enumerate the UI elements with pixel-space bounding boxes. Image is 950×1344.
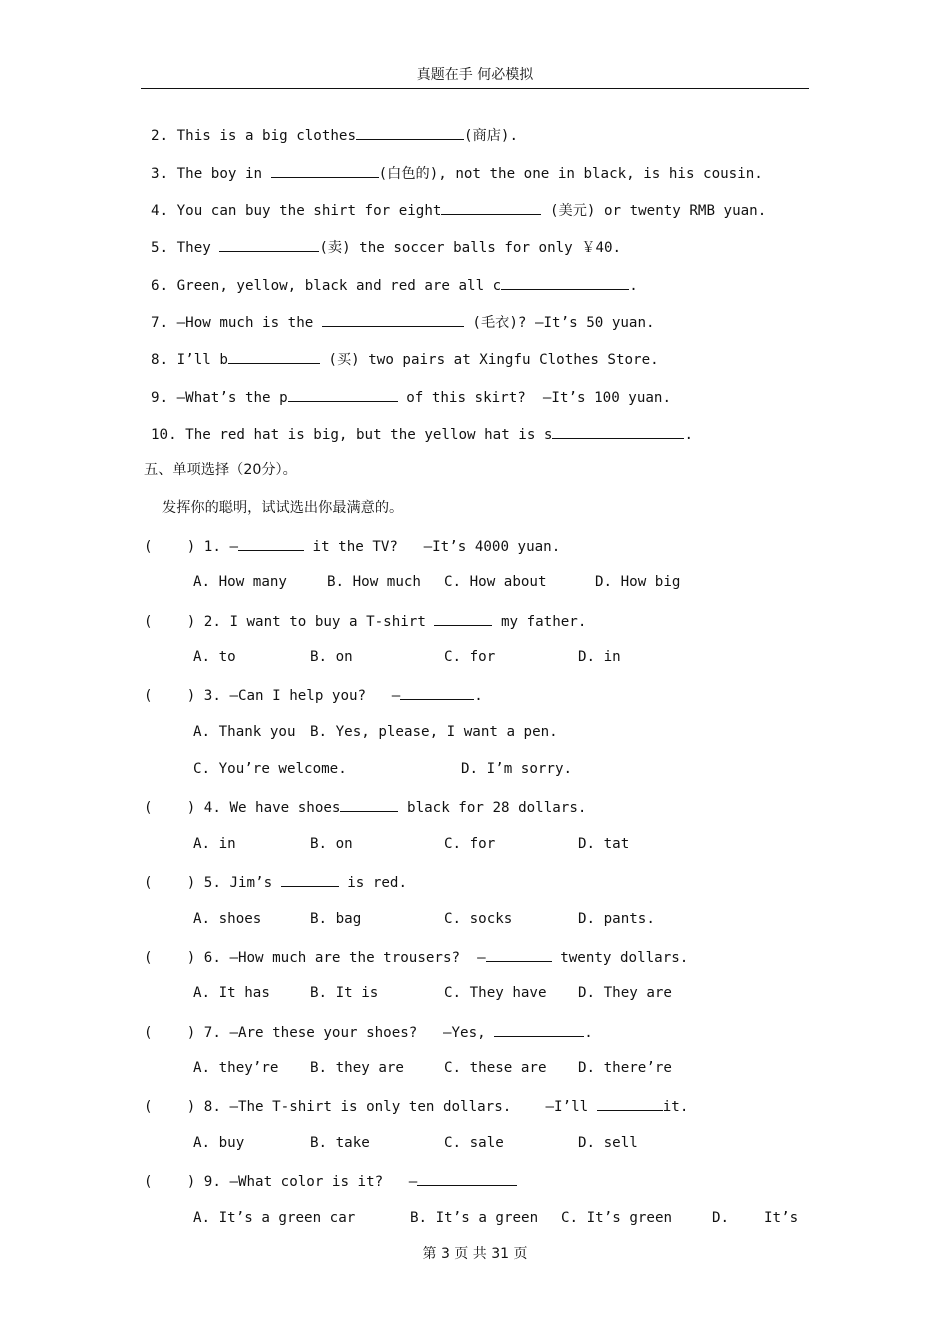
option-b[interactable]: B. Yes, please, I want a pen.: [310, 724, 558, 740]
question-number: 9.: [203, 1174, 221, 1190]
item-number: 8.: [151, 352, 169, 368]
question-text: it.: [662, 1099, 689, 1115]
item-number: 6.: [151, 278, 169, 294]
answer-blank: [400, 685, 474, 700]
option-b[interactable]: B. bag: [310, 911, 362, 927]
answer-blank: [434, 611, 492, 626]
question-text: black for 28 dollars.: [398, 800, 587, 816]
question-text: my father.: [492, 614, 587, 630]
item-text: —How much is the: [176, 315, 322, 331]
answer-blank: [238, 536, 304, 551]
question-4: [144, 797, 586, 817]
option-d[interactable]: D. tat: [578, 836, 630, 852]
fill-item-6: [151, 275, 638, 295]
item-text: The red hat is big, but the yellow hat is s: [185, 427, 553, 443]
fill-item-7: [151, 312, 655, 332]
option-a[interactable]: A. to: [193, 649, 236, 665]
option-c[interactable]: C. these are: [444, 1060, 547, 1076]
answer-blank: [340, 797, 398, 812]
question-text: I want to buy a T-shirt: [229, 614, 435, 630]
option-d-text: It’s: [764, 1210, 799, 1226]
item-text: (商店).: [464, 128, 519, 144]
option-d[interactable]: D. They are: [578, 985, 672, 1001]
answer-bracket[interactable]: ( ): [144, 614, 196, 630]
option-d[interactable]: D. there’re: [578, 1060, 672, 1076]
question-number: 2.: [203, 614, 221, 630]
answer-blank[interactable]: [228, 349, 320, 364]
question-3: [144, 685, 483, 705]
question-9: [144, 1171, 517, 1191]
item-number: 7.: [151, 315, 169, 331]
item-number: 2.: [151, 128, 169, 144]
answer-blank: [281, 872, 339, 887]
question-text: twenty dollars.: [551, 950, 689, 966]
answer-blank[interactable]: [552, 424, 684, 439]
question-number: 1.: [203, 539, 221, 555]
answer-blank[interactable]: [322, 312, 464, 327]
page-footer: 第 3 页 共 31 页: [422, 1246, 528, 1262]
question-text: We have shoes: [229, 800, 341, 816]
option-a[interactable]: A. It has: [193, 985, 270, 1001]
question-text: Jim’s: [229, 875, 281, 891]
question-number: 4.: [203, 800, 221, 816]
answer-bracket[interactable]: ( ): [144, 875, 196, 891]
fill-item-5: [151, 237, 621, 257]
question-text: —Can I help you? —: [229, 688, 401, 704]
question-text: —Are these your shoes? —Yes,: [229, 1025, 495, 1041]
answer-bracket[interactable]: ( ): [144, 950, 196, 966]
question-number: 5.: [203, 875, 221, 891]
question-text: —What color is it? —: [229, 1174, 418, 1190]
section-intro: 发挥你的聪明，试试选出你最满意的。: [162, 500, 404, 516]
item-text: of this skirt? —It’s 100 yuan.: [397, 390, 672, 406]
answer-bracket[interactable]: ( ): [144, 688, 196, 704]
item-text: (买) two pairs at Xingfu Clothes Store.: [319, 352, 659, 368]
item-text: (美元) or twenty RMB yuan.: [541, 203, 767, 219]
question-text: —: [229, 539, 238, 555]
answer-blank[interactable]: [271, 163, 379, 178]
item-text: You can buy the shirt for eight: [176, 203, 442, 219]
option-b[interactable]: B. take: [310, 1135, 370, 1151]
question-7: [144, 1022, 593, 1042]
fill-item-4: [151, 200, 766, 220]
item-text: The boy in: [176, 166, 271, 182]
option-c[interactable]: C. socks: [444, 911, 513, 927]
item-text: (卖) the soccer balls for only ￥40.: [319, 240, 622, 256]
page-header: 真题在手 何必模拟: [416, 67, 534, 83]
option-a[interactable]: A. Thank you: [193, 724, 296, 740]
answer-bracket[interactable]: ( ): [144, 1174, 196, 1190]
section-title: 五、单项选择（20分）。: [144, 462, 297, 478]
option-a[interactable]: A. It’s a green car: [193, 1210, 356, 1226]
question-number: 3.: [203, 688, 221, 704]
answer-bracket[interactable]: ( ): [144, 539, 196, 555]
question-8: [144, 1096, 688, 1116]
answer-blank[interactable]: [288, 387, 398, 402]
question-number: 7.: [203, 1025, 221, 1041]
question-1: [144, 536, 560, 556]
item-text: I’ll b: [176, 352, 228, 368]
answer-blank[interactable]: [501, 275, 629, 290]
question-text: .: [584, 1025, 593, 1041]
option-c[interactable]: C. sale: [444, 1135, 504, 1151]
option-c[interactable]: C. for: [444, 836, 496, 852]
item-number: 5.: [151, 240, 169, 256]
question-6: [144, 947, 688, 967]
question-text: —How much are the trousers? —: [229, 950, 486, 966]
option-b[interactable]: B. How much: [327, 574, 421, 590]
fill-item-8: [151, 349, 659, 369]
option-c[interactable]: C. They have: [444, 985, 547, 1001]
header-rule: [141, 88, 809, 89]
item-number: 9.: [151, 390, 169, 406]
option-c[interactable]: C. How about: [444, 574, 547, 590]
question-5: [144, 872, 407, 892]
item-number: 10.: [151, 427, 177, 443]
question-text: .: [474, 688, 483, 704]
item-text: (毛衣)? —It’s 50 yuan.: [463, 315, 655, 331]
option-d[interactable]: D. in: [578, 649, 621, 665]
item-text: .: [629, 278, 638, 294]
option-c[interactable]: C. You’re welcome.: [193, 761, 347, 777]
option-a[interactable]: A. How many: [193, 574, 287, 590]
fill-item-2: [151, 125, 518, 145]
item-text: They: [176, 240, 220, 256]
fill-item-10: [151, 424, 693, 444]
option-a[interactable]: A. shoes: [193, 911, 262, 927]
answer-blank: [417, 1171, 517, 1186]
option-b[interactable]: B. It’s a green: [410, 1210, 539, 1226]
fill-item-9: [151, 387, 671, 407]
item-text: (白色的), not the one in black, is his cousin.: [378, 166, 763, 182]
question-2: [144, 611, 586, 631]
option-a[interactable]: A. in: [193, 836, 236, 852]
item-text: .: [684, 427, 694, 443]
answer-blank: [597, 1096, 663, 1111]
answer-blank: [486, 947, 552, 962]
option-a[interactable]: A. buy: [193, 1135, 245, 1151]
answer-blank[interactable]: [356, 125, 464, 140]
answer-blank: [494, 1022, 584, 1037]
item-text: —What’s the p: [176, 390, 288, 406]
answer-bracket[interactable]: ( ): [144, 1025, 196, 1041]
item-text: This is a big clothes: [176, 128, 357, 144]
option-b[interactable]: B. on: [310, 649, 353, 665]
item-number: 3.: [151, 166, 169, 182]
question-number: 8.: [203, 1099, 221, 1115]
question-text: is red.: [338, 875, 408, 891]
option-c[interactable]: C. It’s green: [561, 1210, 673, 1226]
option-d[interactable]: D. I’m sorry.: [461, 761, 573, 777]
option-d[interactable]: D.: [712, 1210, 730, 1226]
fill-item-3: [151, 163, 763, 183]
answer-blank[interactable]: [441, 200, 541, 215]
option-b[interactable]: B. on: [310, 836, 353, 852]
question-number: 6.: [203, 950, 221, 966]
item-text: Green, yellow, black and red are all c: [176, 278, 502, 294]
option-b[interactable]: B. they are: [310, 1060, 404, 1076]
option-c[interactable]: C. for: [444, 649, 496, 665]
answer-bracket[interactable]: ( ): [144, 800, 196, 816]
option-a[interactable]: A. they’re: [193, 1060, 279, 1076]
option-d[interactable]: D. sell: [578, 1135, 638, 1151]
option-b[interactable]: B. It is: [310, 985, 379, 1001]
answer-blank[interactable]: [219, 237, 319, 252]
question-text: —The T-shirt is only ten dollars. —I’ll: [229, 1099, 597, 1115]
item-number: 4.: [151, 203, 169, 219]
question-text: it the TV? —It’s 4000 yuan.: [303, 539, 561, 555]
option-d[interactable]: D. pants.: [578, 911, 655, 927]
option-d[interactable]: D. How big: [595, 574, 681, 590]
answer-bracket[interactable]: ( ): [144, 1099, 196, 1115]
